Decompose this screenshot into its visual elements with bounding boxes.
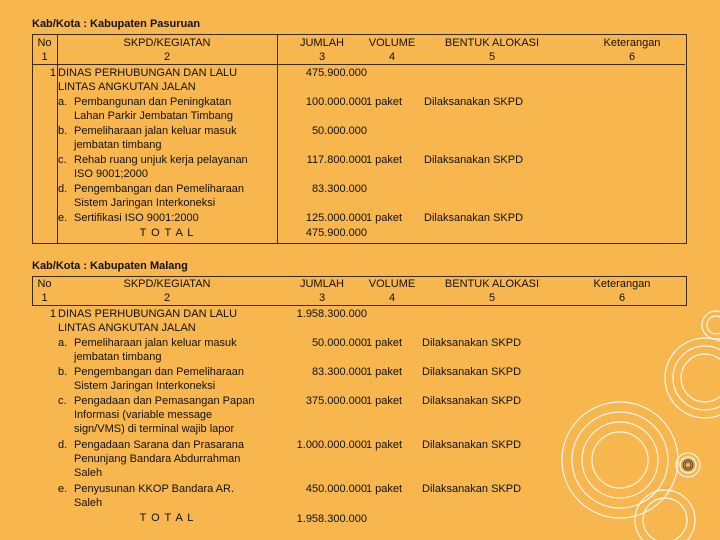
section-malang: Kab/Kota : Kabupaten Malang No SKPD/KEGIATAN JUMLAH VOLUME BENTUK ALOKASI Keterangan 1 2 3 4 5 6 1 DINAS PERHUBUNGAN DAN LALU LINTAS ANGKUTAN JALAN 1.958.300.000 a. Pemeliharaan jalan keluar masuk jembatan timbang 50.000.000 1 paket Dilaksanakan SKPD b. Pengembangan dan Pemeliharaan Sistem Jaringan Interkoneksi 83.300.000 1 paket Dilaksanakan SKPD c. Pengadaan dan Pemasangan Papan Informasi (variable message sign/VMS) di terminal wajib lapor 375.000.000 1 paket Dilaksanakan SKPD d. Pengadaan Sarana dan Prasarana Penunjang Bandara Abdurrahman Saleh 1.000.000.000 1 paket Dilaksanakan SKPD e. Penyusunan KKOP Bandara AR. Saleh 450.000.000 1 paket Dilaksanakan SKPD T O T A L 1.958.300.000 bbox=[32, 260, 686, 532]
section-title: Kab/Kota : Kabupaten Pasuruan bbox=[32, 18, 201, 30]
section-title: Kab/Kota : Kabupaten Malang bbox=[32, 260, 188, 272]
section-pasuruan: Kab/Kota : Kabupaten Pasuruan No SKPD/KEGIATAN JUMLAH VOLUME BENTUK ALOKASI Keterangan 1 2 3 4 5 6 1 DINAS PERHUBUNGAN DAN LALU LINTAS ANGKUTAN JALAN 475.900.000 a. Pembangunan dan Peningkatan Lahan Parkir Jembatan Timbang 100.000.000 1 paket Dilaksanakan SKPD b. Pemeliharaan jalan keluar masuk jembatan timbang 50.000.000 c. Rehab ruang unjuk kerja pelayanan ISO 9001;2000 117.800.000 1 paket Dilaksanakan SKPD d. Pengembangan dan Pemeliharaan Sistem Jaringan Interkoneksi 83.300.000 e. Sertifikasi ISO 9001:2000 125.000.000 1 paket Dilaksanakan SKPD T O T A L 475.900.000 bbox=[32, 18, 686, 248]
